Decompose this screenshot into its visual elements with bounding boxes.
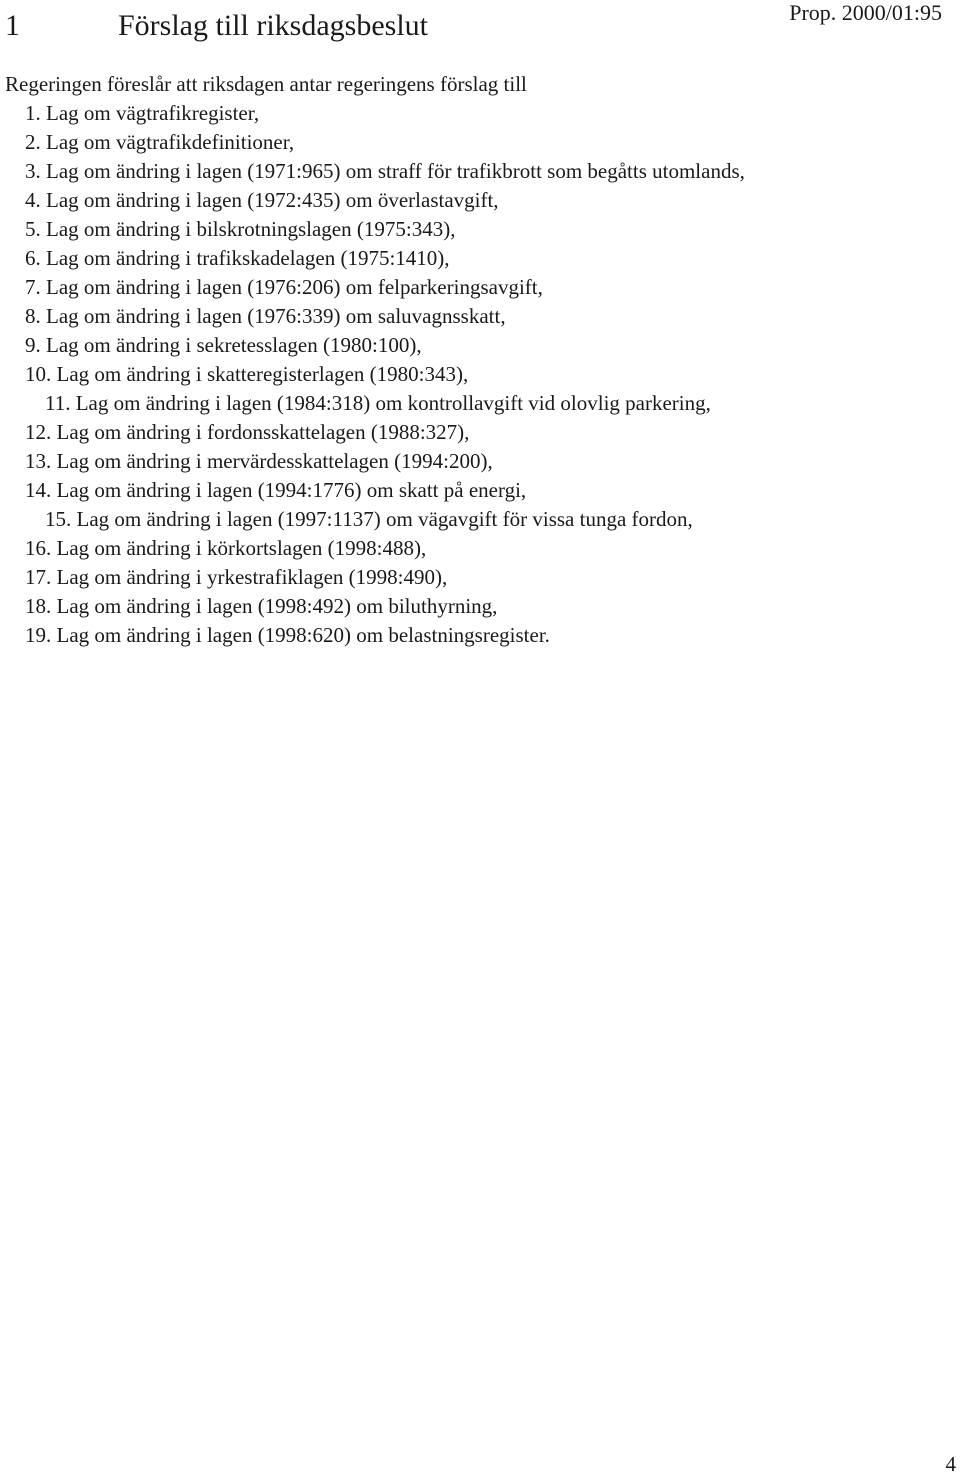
item-number: 2. xyxy=(25,130,41,154)
list-item xyxy=(5,418,747,447)
item-number: 7. xyxy=(25,275,41,299)
page-number: 4 xyxy=(945,1452,956,1476)
item-number: 12. xyxy=(25,420,52,444)
item-text: Lag om ändring i lagen (1972:435) om överlastavgift, xyxy=(46,188,499,212)
item-text: Lag om ändring i trafikskadelagen (1975:1410), xyxy=(46,246,450,270)
list-item xyxy=(5,215,747,244)
item-number: 18. xyxy=(25,594,52,618)
list-item xyxy=(5,389,747,418)
item-text: Lag om vägtrafikdefinitioner, xyxy=(46,130,295,154)
list-item xyxy=(5,505,747,534)
list-item xyxy=(5,99,747,128)
item-number: 13. xyxy=(25,449,52,473)
item-text: Lag om ändring i lagen (1976:339) om saluvagnsskatt, xyxy=(46,304,506,328)
item-text: Lag om ändring i sekretesslagen (1980:100), xyxy=(46,333,422,357)
list-item xyxy=(5,128,747,157)
item-number: 1. xyxy=(25,101,41,125)
list-item xyxy=(5,563,747,592)
item-text: Lag om ändring i fordonsskattelagen (1988:327), xyxy=(56,420,470,444)
intro-paragraph: Regeringen föreslår att riksdagen antar regeringens förslag till xyxy=(5,72,527,96)
list-item xyxy=(5,476,747,505)
item-number: 10. xyxy=(25,362,52,386)
item-number: 3. xyxy=(25,159,41,183)
item-text: Lag om vägtrafikregister, xyxy=(46,101,260,125)
item-number: 5. xyxy=(25,217,41,241)
list-item xyxy=(5,244,747,273)
list-item xyxy=(5,534,747,563)
section-number: 1 xyxy=(5,9,20,42)
list-item xyxy=(5,302,747,331)
item-text: Lag om ändring i lagen (1971:965) om straff för trafikbrott som begåtts utomlands, xyxy=(46,159,745,183)
item-text: Lag om ändring i lagen (1997:1137) om vägavgift för vissa tunga fordon, xyxy=(76,507,693,531)
item-number: 17. xyxy=(25,565,52,589)
page-header xyxy=(0,0,960,60)
item-text: Lag om ändring i skatteregisterlagen (1980:343), xyxy=(56,362,469,386)
list-item xyxy=(5,186,747,215)
item-text: Lag om ändring i lagen (1994:1776) om skatt på energi, xyxy=(56,478,527,502)
list-item xyxy=(5,360,747,389)
item-number: 19. xyxy=(25,623,52,647)
item-number: 6. xyxy=(25,246,41,270)
item-text: Lag om ändring i bilskrotningslagen (1975:343), xyxy=(46,217,456,241)
section-title: Förslag till riksdagsbeslut xyxy=(118,9,428,42)
item-number: 9. xyxy=(25,333,41,357)
list-item xyxy=(5,157,777,186)
item-text: Lag om ändring i lagen (1998:620) om belastningsregister. xyxy=(56,623,550,647)
document-reference: Prop. 2000/01:95 xyxy=(789,0,942,25)
item-number: 11. xyxy=(45,391,71,415)
item-number: 15. xyxy=(45,507,72,531)
item-text: Lag om ändring i lagen (1984:318) om kontrollavgift vid olovlig parkering, xyxy=(75,391,711,415)
law-proposal-list xyxy=(5,99,747,650)
item-number: 4. xyxy=(25,188,41,212)
list-item xyxy=(5,592,747,621)
item-text: Lag om ändring i lagen (1998:492) om biluthyrning, xyxy=(56,594,498,618)
item-text: Lag om ändring i mervärdesskattelagen (1994:200), xyxy=(56,449,493,473)
item-text: Lag om ändring i körkortslagen (1998:488), xyxy=(56,536,427,560)
item-number: 14. xyxy=(25,478,52,502)
list-item xyxy=(5,331,747,360)
item-number: 8. xyxy=(25,304,41,328)
item-text: Lag om ändring i yrkestrafiklagen (1998:490), xyxy=(56,565,448,589)
item-text: Lag om ändring i lagen (1976:206) om felparkeringsavgift, xyxy=(46,275,543,299)
list-item xyxy=(5,447,747,476)
list-item xyxy=(5,273,747,302)
item-number: 16. xyxy=(25,536,52,560)
list-item xyxy=(5,621,747,650)
